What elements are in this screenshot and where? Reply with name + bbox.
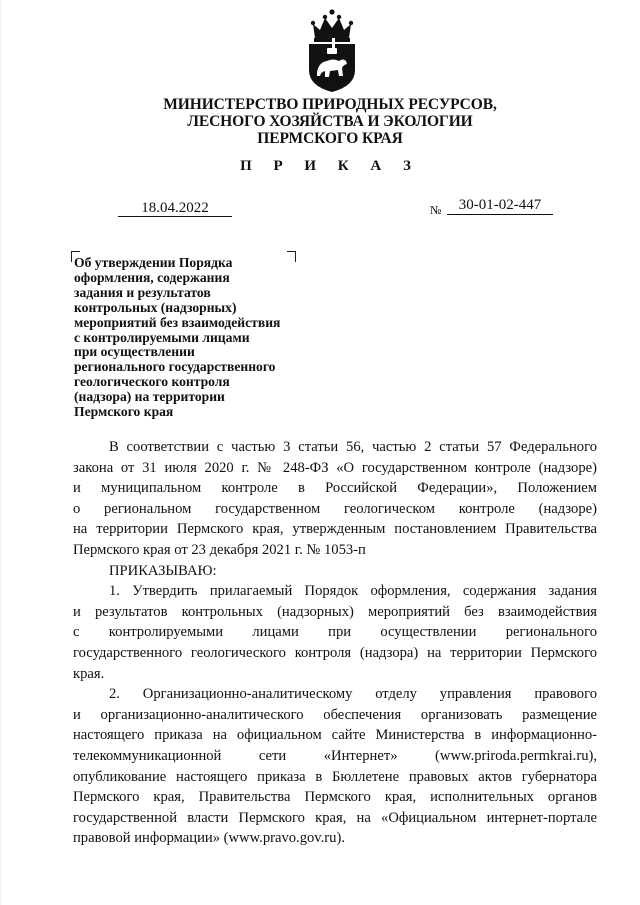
subject-line: Пермского края	[74, 404, 174, 420]
text-line: телекоммуникационной сети «Интернет» (www.priroda.permkrai.ru),	[73, 747, 597, 764]
number-sign: №	[430, 203, 442, 217]
text-line: правовой информации» (www.pravo.gov.ru).	[73, 830, 345, 847]
scan-edge	[0, 0, 1, 905]
text-line: и организационно-аналитического обеспечения организовать размещение	[73, 706, 597, 723]
text-line: В соответствии с частью 3 статьи 56, частью 2 статьи 57 Федерального	[109, 439, 597, 455]
ministry-line: МИНИСТЕРСТВО ПРИРОДНЫХ РЕСУРСОВ,	[163, 96, 497, 113]
text-line: 2. Организационно-аналитическому отделу управления правового	[109, 686, 597, 703]
subject-line: (надзора) на территории	[74, 389, 225, 405]
order-word: ПРИКАЗЫВАЮ:	[109, 562, 217, 579]
text-line: о региональном государственном геологическом контроле (надзоре)	[73, 500, 597, 517]
text-line: и результатов контрольных (надзорных) мероприятий без взаимодействия	[73, 603, 597, 620]
text-line: с контролируемыми лицами при осуществлении регионального	[73, 624, 597, 641]
text-line: 1. Утвердить прилагаемый Порядок оформления, содержания задания	[109, 583, 597, 600]
ministry-line: ЛЕСНОГО ХОЗЯЙСТВА И ЭКОЛОГИИ	[187, 113, 473, 130]
subject-line: задания и результатов	[74, 284, 211, 300]
text-line: опубликование настоящего приказа в Бюллетене правовых актов губернатора	[73, 768, 597, 785]
subject-line: контрольных (надзорных)	[74, 299, 237, 315]
document-type-title: П Р И К А З	[240, 158, 420, 174]
item-1-paragraph	[73, 581, 597, 684]
text-line: на территории Пермского края, утвержденным постановлением Правительства	[73, 521, 597, 538]
ministry-name	[120, 96, 540, 147]
text-line: настоящего приказа на официальном сайте Министерства в информационно-	[73, 727, 597, 744]
subject-line: Об утверждении Порядка	[74, 255, 233, 270]
text-line: государственной власти Пермского края, на «Официальном интернет-портале	[73, 809, 597, 826]
text-line: Пермского края от 23 декабря 2021 г. № 1053-п	[73, 541, 366, 558]
subject-line: при осуществлении	[74, 344, 195, 360]
perm-krai-coat-of-arms-icon	[303, 8, 361, 94]
subject-line: оформления, содержания	[74, 269, 230, 285]
order-word-paragraph	[73, 561, 597, 582]
order-subject	[74, 256, 324, 420]
preamble-paragraph	[73, 437, 597, 561]
order-number: 30-01-02-447	[447, 197, 553, 215]
text-line: закона от 31 июля 2020 г. № 248-ФЗ «О государственном контроле (надзоре)	[73, 459, 597, 476]
subject-line: геологического контроля	[74, 374, 230, 390]
subject-line: мероприятий без взаимодействия	[74, 314, 281, 330]
text-line: и муниципальном контроле в Российской Федерации», Положением	[73, 480, 597, 497]
subject-line: регионального государственного	[74, 359, 276, 375]
item-2-paragraph	[73, 684, 597, 849]
subject-line: с контролируемыми лицами	[74, 329, 250, 345]
text-line: государственного геологического контроля (надзора) на территории Пермского	[73, 644, 597, 661]
order-body	[73, 437, 597, 849]
text-line: края.	[73, 665, 105, 682]
order-date: 18.04.2022	[118, 200, 232, 217]
text-line: Пермского края, Правительства Пермского края, исполнительных органов	[73, 789, 597, 806]
ministry-line: ПЕРМСКОГО КРАЯ	[257, 130, 403, 147]
